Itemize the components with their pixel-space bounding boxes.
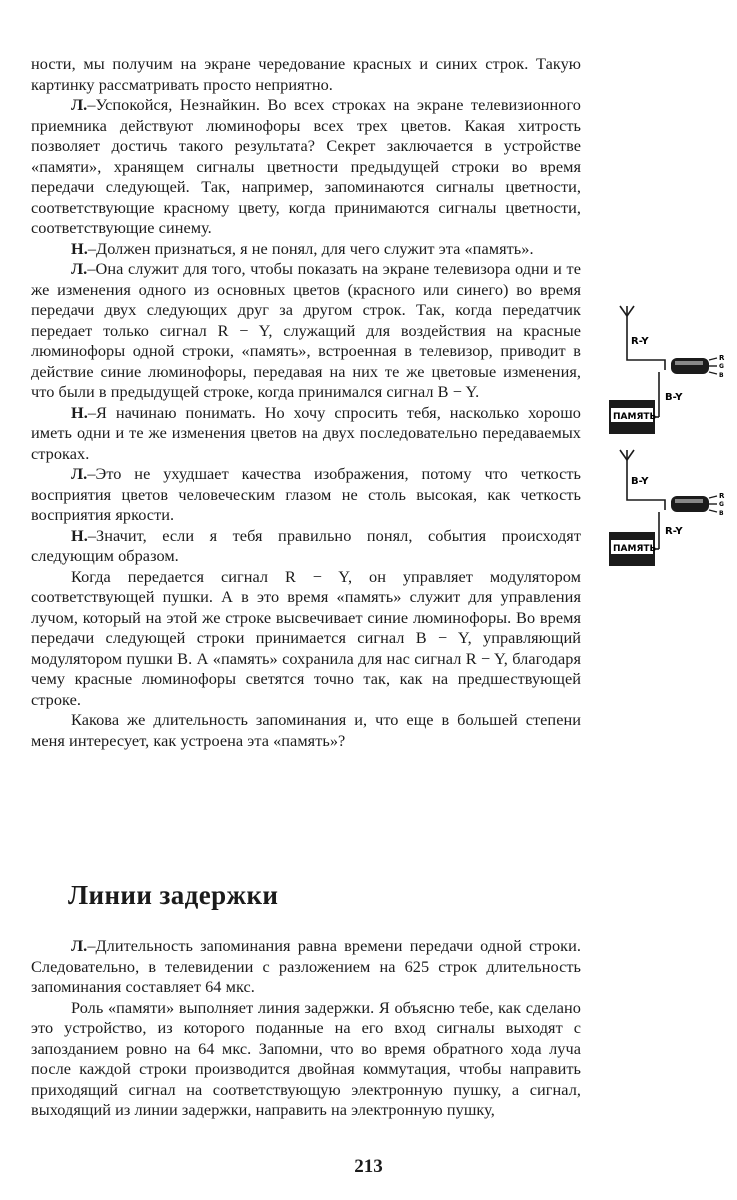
section-heading: Линии задержки	[68, 880, 279, 910]
delay-line-figure	[605, 300, 733, 580]
speaker-mark: Л.	[71, 936, 88, 955]
crt-tube-icon	[671, 358, 717, 374]
paragraph-9: Какова же длительность запоминания и, что еще в большей степени меня интересует, как устроена эта «память»?	[31, 710, 581, 750]
speaker-mark: Л.	[71, 95, 88, 114]
gun-label: G	[719, 363, 724, 370]
signal-label: R-Y	[631, 336, 649, 347]
diagram-top	[609, 306, 725, 434]
diagram-bottom	[609, 450, 725, 566]
memory-label: ПАМЯТЬ	[613, 544, 657, 554]
paragraph-10: Л.–Длительность запоминания равна времени передачи одной строки. Следовательно, в телевидении с разложением на 625 строк длительность запоминания составляет 64 мкс.	[31, 936, 581, 996]
gun-label: R	[719, 492, 725, 500]
paragraph-3: Н.–Должен признаться, я не понял, для чего служит эта «память».	[71, 238, 534, 258]
memory-label: ПАМЯТЬ	[613, 412, 657, 422]
gun-label: B	[719, 372, 724, 379]
speaker-mark: Л.	[71, 464, 88, 483]
speaker-mark: Л.	[71, 259, 88, 278]
signal-label: B-Y	[631, 476, 649, 487]
speaker-mark: Н.	[71, 402, 88, 422]
antenna-icon	[620, 306, 634, 334]
section-text-column	[31, 936, 581, 1121]
paragraph-2: Л.–Успокойся, Незнайкин. Во всех строках на экране телевизионного приемника действуют люминофоры всех трех цветов. Какая хитрость позволяет достичь такого результата? Секрет заключается в устройстве «памяти», хранящем сигналы цветности предыдущей строки во время передачи следующей. Так, например, запоминаются сигналы цветности, соответствующие красному цвету, когда принимаются сигналы цветности, соответствующие синему.	[31, 95, 581, 237]
paragraph-1: ности, мы получим на экране чередование красных и синих строк. Такую картинку рассматривать просто неприятно.	[31, 54, 581, 94]
gun-label: G	[719, 501, 724, 508]
paragraph-4: Л.–Она служит для того, чтобы показать на экране телевизора одни и те же изменения одного из основных цветов (красного или синего) во время передачи двух следующих друг за другом строк. Так, когда передатчик передает только сигнал R − Y, служащий для воздействия на красные люминофоры одной строки, «память», встроенная в телевизор, приводит в действие синие люминофоры, передавая на них те же цветовые изменения, что были в предыдущей строке, когда принимался сигнал B − Y.	[31, 259, 581, 401]
memory-signal-label: R-Y	[665, 526, 683, 537]
speaker-mark: Н.	[71, 238, 88, 258]
main-text-column	[31, 54, 581, 751]
memory-signal-label: B-Y	[665, 392, 683, 403]
speaker-mark: Н.	[71, 525, 88, 545]
paragraph-7: Н.–Значит, если я тебя правильно понял, события происходят следующим образом.	[31, 525, 581, 565]
page-number: 213	[354, 1156, 383, 1177]
gun-label: R	[719, 354, 725, 362]
paragraph-6: Л.–Это не ухудшает качества изображения, потому что четкость восприятия цветов человеческим глазом не столь высокая, как четкость восприятия яркости.	[31, 464, 581, 524]
paragraph-5: Н.–Я начинаю понимать. Но хочу спросить тебя, насколько хорошо иметь одни и те же изменения цветов на двух последовательно передаваемых строках.	[31, 402, 581, 463]
crt-tube-icon	[671, 496, 717, 512]
paragraph-8: Когда передается сигнал R − Y, он управляет модулятором соответствующей пушки. А в это время «память» служит для управления лучом, который на этой же строке высвечивает синие люминофоры. Во время передачи следующей строки принимается сигнал B − Y, управляющий модулятором пушки B. А «память» сохранила для нас сигнал R − Y, благодаря чему красные люминофоры светятся точно так, как на предшествующей строке.	[31, 566, 581, 709]
paragraph-11: Роль «памяти» выполняет линия задержки. Я объясню тебе, как сделано это устройство, из которого поданные на его вход сигналы выходят с запозданием ровно на 64 мкс. Запомни, что во время обратного хода луча после каждой строки производится двойная коммутация, чтобы направить приходящий сигнал на соответствующую электронную пушку, а сигнал, выходящий из линии задержки, направить на электронную пушку,	[31, 997, 581, 1119]
gun-label: B	[719, 510, 724, 517]
